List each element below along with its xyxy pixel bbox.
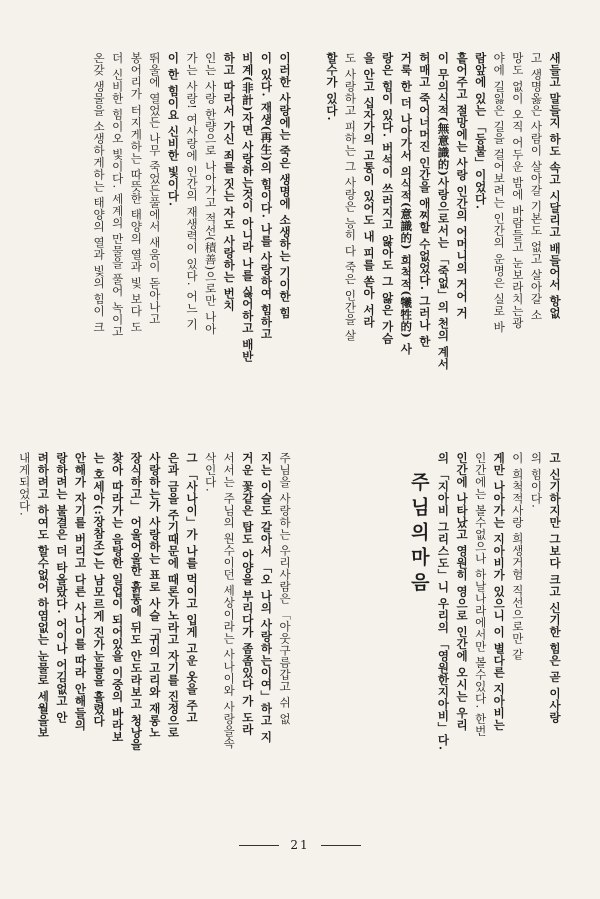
text-column: 온갖 생물을 소생하게하는 태양의 열과 빛의 힘이 크 (92, 52, 107, 334)
text-column: 더 신비한 힘이오 빛이다. 세계의 만물을 풀어 녹이고 (110, 52, 125, 338)
text-column: 랑하려는 불결은 더 타올랐다. 어이나 어김없고 안 (54, 452, 69, 724)
lower-left-text-block (17, 452, 294, 822)
text-column: 려하려고 하여도 할수없어 하염없는 눈물로 세월을보 (36, 452, 51, 739)
text-column: 이 한 힘이요 신비한 빛이다. (166, 52, 181, 207)
text-column: 내게되었다. (17, 452, 32, 517)
text-column: 인간에 나타났고 영원히 영으로 인간에 오시는 우리 (455, 452, 470, 732)
text-column: 지는 이슬도 갈아서 「오 나의 사랑하는이여」하고 지 (259, 452, 274, 744)
text-column: 고 신기하지만 그보다 크고 신기한 힘은 곧 이사랑 (548, 452, 562, 724)
text-column: 허매고 죽어너머진 인간을 애찌할 수없었다. 그러나 한 (417, 52, 432, 348)
text-column: 삭인다. (203, 452, 218, 493)
text-column: 그 「사나이」가 나를 먹이고 입게 고운 옷을 주고 (185, 452, 200, 724)
text-column: 흩어주고 절망에는 사랑 인간의 어머니의 거어 거 (455, 52, 470, 320)
text-column: 할수가 있다. (324, 52, 339, 122)
folio-rule-right (321, 845, 361, 846)
text-column: 거룩 한 더 나아가서 의식적(意識的) 희척적(犧牲的) 사 (399, 52, 414, 355)
text-column: 비계(非計)자면 사랑하는것이 아니라 나를 싫어하고 배반 (240, 52, 255, 363)
text-column: 이러한 사랑에는 죽은 생명에 소생하는 기이한 힘 (278, 52, 292, 320)
text-column: 봉어리가 터지게하는 따뜻한 태양의 열과 빛 보다 도 (129, 52, 144, 334)
folio-rule-left (239, 845, 279, 846)
text-column: 거운 꽃같은 탑도 아양을 부리다가 좀좀있다 가 도라 (240, 452, 255, 736)
text-column: 찾아 따라가는 음탕한 일업이 되어있을 이중의 바라보 (110, 452, 125, 744)
text-column: 이 무의식적(無意識的)사랑으로서는 「죽없」의 천의 계서 (436, 52, 451, 370)
text-column: 의 「지아비 그리스도」니 우리의 「영원한지아비」다. (436, 452, 451, 751)
text-column: 사랑하는가 사랑하는 표로 사슬「귀의 고리와 재롱노 (147, 452, 162, 739)
text-column: 인간에는 볼수없으나 하날나라에서만 볼수있다. 한번 (473, 452, 488, 737)
text-column: 야에 길잃은 길을 걸어보려는 인간의 운명은 실로 바 (492, 52, 507, 334)
text-column: 가는 사랑! 여사랑에 인간의 재생력이 있다. 어느 기 (185, 52, 200, 331)
text-column: 을 안고 십자가의 고통이 있어도 내 피를 쏟아 서라 (362, 52, 377, 329)
page-number (0, 838, 600, 852)
text-column: 람앞에 있는 「등불」이었다. (473, 52, 488, 210)
text-column: 도 사랑하고 피하는 그 사랑은 능히 다 죽은 인간을 살 (343, 52, 358, 342)
text-column: 하고 따라서 가신 죄를 짓는 자도 사랑하는 번치 (222, 52, 237, 312)
folio-number: 21 (290, 838, 310, 852)
text-column: 게만 나아가는 지아비가 있으니 이 별다른 지아비는 (492, 452, 507, 732)
text-column: 인는 사랑 한량으로 나아가고 적선(積善)으로만 나아 (203, 52, 218, 335)
text-column: 망도 없이 오직 어두운 밤에 바람들고 눈보라치는광 (510, 52, 525, 329)
section-heading: 주님의마음 (407, 472, 430, 597)
text-column: 의 힘이다. (529, 452, 544, 509)
text-column: 랑은 힘이 있다. 버석이 쓰러지고 앓아도 그 앓은 가슴 (380, 52, 395, 345)
text-column: 이 있다. 재생(再生)의 힘이다. 나를 사랑하여 힘하고 (259, 52, 274, 340)
lower-right-text-block (300, 452, 564, 822)
text-column: 서서는 주님의 원수이던 세상이라는 사나이와 사랑을속 (222, 452, 237, 749)
text-column: 주님을 사랑하는 우리사람은 「아웃구름갑고 쉬 없 (278, 452, 292, 725)
text-column: 장식하고」 어울어울한 흙통에 뒤도 안도라보고 청낭을 (129, 452, 144, 751)
text-column: 이 희척적사랑 희생거험 직선으로만 같 (510, 452, 525, 661)
text-column: 는 호세아(:장참조)는 남모르게 진가눈물을 흘렸다 (92, 452, 107, 727)
text-column: 새들고 말들지 하도 속고 시달리고 배들어서 항없 (548, 52, 562, 320)
upper-left-text-block (36, 52, 294, 452)
text-column: 은과 금을 주기때문에 때론가노라고 자기를 진정으로 (166, 452, 181, 739)
text-column: 뛰울에 열었든 나무 죽었든풀에서 새움이 돋아나고 (147, 52, 162, 325)
text-column: 안해가 자기를 버리고 다른 사나이를 따라 안해들의 (73, 452, 88, 732)
text-column: 고 생명옳은 사람이 살아갈 기본도 없고 살아갈 소 (529, 52, 544, 322)
upper-right-text-block (300, 52, 564, 452)
